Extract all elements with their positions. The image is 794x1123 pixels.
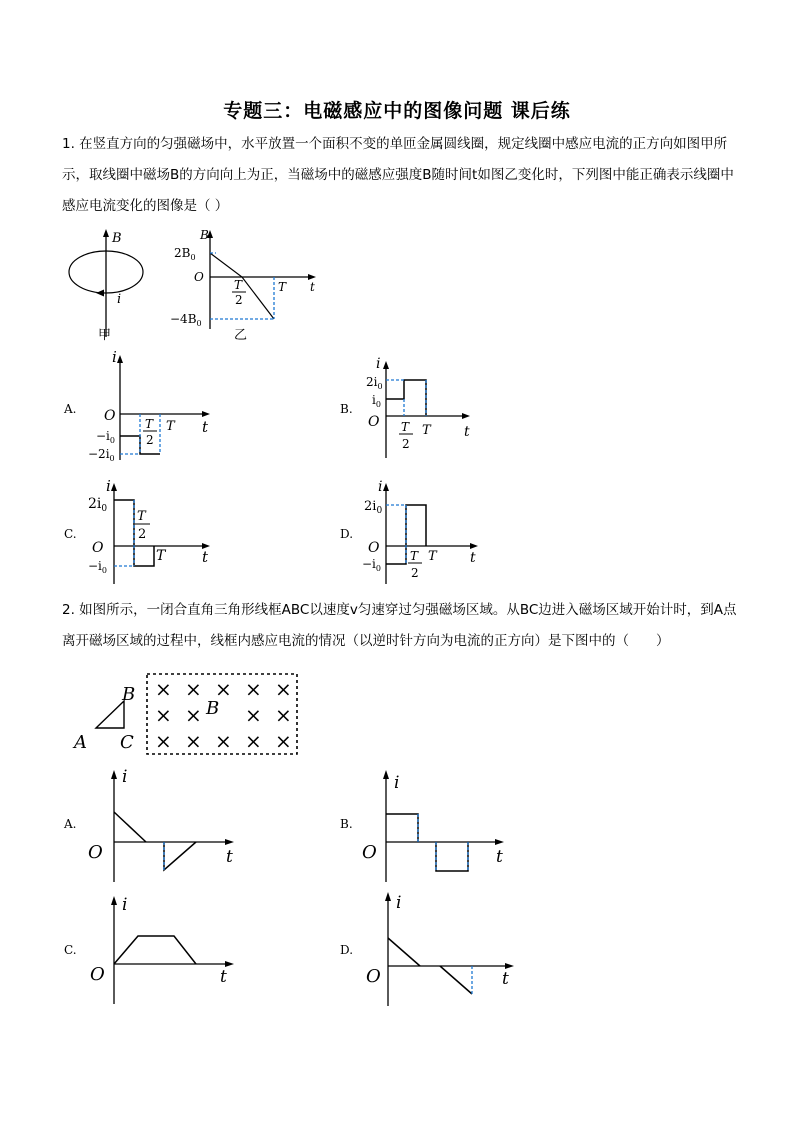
- field-b-label: B: [206, 698, 220, 719]
- q1-option-a-label: A.: [64, 402, 77, 416]
- opt-b-lv2: $2i_0$: [366, 375, 383, 391]
- opt-d-i-label: i: [378, 479, 383, 495]
- opt-c-i-label: i: [106, 478, 111, 495]
- q2c-current: [114, 936, 196, 964]
- q1-option-d-label: D.: [340, 527, 354, 541]
- jia-b-label: B: [112, 231, 122, 246]
- q1-option-a-graph[interactable]: [84, 350, 224, 468]
- q2-option-d-label: D.: [340, 943, 354, 957]
- q2-option-c-graph[interactable]: [84, 892, 254, 1008]
- q2a-origin: O: [88, 842, 103, 863]
- q2a-i-label: i: [122, 767, 128, 787]
- opt-a-t-arrow-icon: [202, 411, 210, 417]
- field-cross: ×: [215, 729, 232, 753]
- opt-d-half-num: T: [410, 549, 419, 563]
- field-cross: ×: [245, 729, 262, 753]
- triangle-abc: [96, 701, 124, 728]
- q1-option-c-graph[interactable]: [84, 478, 224, 590]
- opt-d-t-label: t: [470, 550, 476, 566]
- opt-d-half-den: 2: [411, 566, 419, 580]
- field-cross: ×: [185, 729, 202, 753]
- q1-figure-jia: [60, 225, 160, 345]
- opt-c-lv2: $-i_0$: [88, 559, 107, 575]
- vertex-b-label: B: [122, 684, 136, 705]
- opt-c-i-arrow-icon: [111, 483, 117, 491]
- opt-d-lv1: $2i_0$: [364, 499, 383, 516]
- q2d-i-label: i: [396, 893, 402, 913]
- opt-b-half-den: 2: [402, 437, 410, 451]
- q2b-i-arrow-icon: [383, 770, 389, 779]
- q2c-i-arrow-icon: [111, 896, 117, 905]
- field-cross: ×: [245, 703, 262, 727]
- q2b-current-1: [386, 814, 418, 842]
- q2c-origin: O: [90, 964, 105, 985]
- q2b-origin: O: [362, 842, 377, 863]
- q2d-origin: O: [366, 966, 381, 987]
- yi-thalf-num: T: [234, 278, 243, 292]
- opt-d-t-arrow-icon: [470, 543, 478, 549]
- opt-b-current: [386, 380, 426, 416]
- q1-figure-yi: [170, 225, 330, 350]
- field-cross: ×: [155, 677, 172, 701]
- field-cross: ×: [155, 703, 172, 727]
- yi-origin-label: O: [194, 270, 204, 284]
- q2b-t-label: t: [496, 847, 503, 867]
- q1-option-b-graph[interactable]: [364, 356, 484, 464]
- opt-a-origin: O: [104, 408, 116, 424]
- vertex-c-label: C: [120, 732, 134, 753]
- yi-b-label: B: [200, 228, 209, 242]
- q2b-current-2: [436, 842, 468, 871]
- opt-c-origin: O: [92, 540, 104, 556]
- opt-b-t-arrow-icon: [462, 413, 470, 419]
- jia-arrow-icon: [103, 229, 109, 237]
- opt-a-i-arrow-icon: [117, 355, 123, 363]
- q2d-i-arrow-icon: [385, 892, 391, 901]
- opt-c-half-den: 2: [138, 527, 147, 542]
- q2-option-d-graph[interactable]: [362, 888, 532, 1012]
- opt-b-i-arrow-icon: [383, 361, 389, 369]
- opt-a-half-den: 2: [146, 433, 154, 447]
- opt-b-lv1: $i_0$: [372, 393, 381, 409]
- yi-2b0-label: $2B_0$: [174, 246, 196, 262]
- opt-c-T: T: [156, 548, 166, 564]
- opt-c-t-label: t: [202, 548, 209, 566]
- field-cross: ×: [275, 677, 292, 701]
- q2-option-b-label: B.: [340, 817, 353, 831]
- opt-b-T: T: [422, 423, 431, 438]
- opt-b-origin: O: [368, 414, 380, 430]
- q2c-t-label: t: [220, 967, 227, 987]
- opt-d-lv2: $-i_0$: [362, 557, 381, 573]
- q1-option-b-label: B.: [340, 402, 353, 416]
- q2a-t-label: t: [226, 847, 233, 867]
- opt-a-half-num: T: [145, 417, 154, 431]
- opt-a-lv1: $-i_0$: [96, 429, 115, 445]
- field-cross: ×: [185, 703, 202, 727]
- q2b-i-label: i: [394, 773, 400, 793]
- q2a-current-1: [114, 812, 146, 842]
- q2a-i-arrow-icon: [111, 770, 117, 779]
- opt-b-i-label: i: [376, 356, 381, 372]
- jia-current-arrow-icon: [96, 290, 104, 297]
- field-cross: ×: [185, 677, 202, 701]
- jia-caption: 甲: [98, 328, 112, 343]
- q1-option-c-label: C.: [64, 527, 77, 541]
- opt-b-half-num: T: [401, 420, 410, 434]
- q2-option-b-graph[interactable]: [360, 766, 530, 886]
- opt-a-i-label: i: [112, 350, 117, 366]
- q2-option-c-label: C.: [64, 943, 77, 957]
- yi-thalf-den: 2: [235, 293, 243, 307]
- q2b-t-arrow-icon: [495, 839, 504, 845]
- opt-c-half-num: T: [137, 509, 146, 524]
- opt-a-t-label: t: [202, 418, 209, 436]
- q2-option-a-label: A.: [64, 817, 77, 831]
- opt-d-T: T: [428, 549, 437, 564]
- opt-b-t-label: t: [464, 424, 470, 440]
- q2d-t-label: t: [502, 969, 509, 989]
- opt-a-T: T: [166, 419, 175, 434]
- q2-option-a-graph[interactable]: [84, 766, 254, 886]
- yi-t-label: t: [310, 280, 315, 294]
- field-cross: ×: [215, 677, 232, 701]
- yi-neg4b0-label: $-4B_0$: [170, 312, 202, 328]
- field-cross: ×: [275, 703, 292, 727]
- q1-option-d-graph[interactable]: [362, 478, 492, 588]
- field-crosses: [155, 677, 292, 753]
- field-cross: ×: [155, 729, 172, 753]
- field-cross: ×: [275, 729, 292, 753]
- q2-figure: [70, 668, 310, 760]
- opt-d-i-arrow-icon: [383, 483, 389, 491]
- jia-i-label: i: [117, 292, 122, 307]
- vertex-a-label: A: [74, 732, 87, 753]
- yi-caption: 乙: [234, 328, 248, 343]
- q2a-current-2: [164, 842, 196, 870]
- opt-d-origin: O: [368, 540, 380, 556]
- question-1-text: 1. 在竖直方向的匀强磁场中，水平放置一个面积不变的单匝金属圆线圈，规定线圈中感应电流的正方向如图甲所示，取线圈中磁场B的方向向上为正，当磁场中的磁感应强度B随时间t如图乙变化时，下列图中能正确表示线圈中感应电流变化的图像是（ ）: [62, 136, 734, 214]
- q2d-current-2: [440, 966, 472, 994]
- page-title: 专题三：电磁感应中的图像问题 课后练: [223, 100, 571, 122]
- opt-c-lv1: $2i_0$: [88, 496, 108, 514]
- field-cross: ×: [245, 677, 262, 701]
- q2d-current-1: [388, 938, 420, 966]
- q2a-t-arrow-icon: [225, 839, 234, 845]
- q2c-i-label: i: [122, 895, 128, 915]
- opt-a-lv2: $-2i_0$: [88, 447, 115, 463]
- yi-t-label-T: T: [278, 280, 287, 294]
- question-2-text: 2. 如图所示，一闭合直角三角形线框ABC以速度v匀速穿过匀强磁场区域。从BC边进入磁场区域开始计时，到A点离开磁场区域的过程中，线框内感应电流的情况（以逆时针方向为电流的正方向）是下图中的（ ）: [62, 602, 737, 649]
